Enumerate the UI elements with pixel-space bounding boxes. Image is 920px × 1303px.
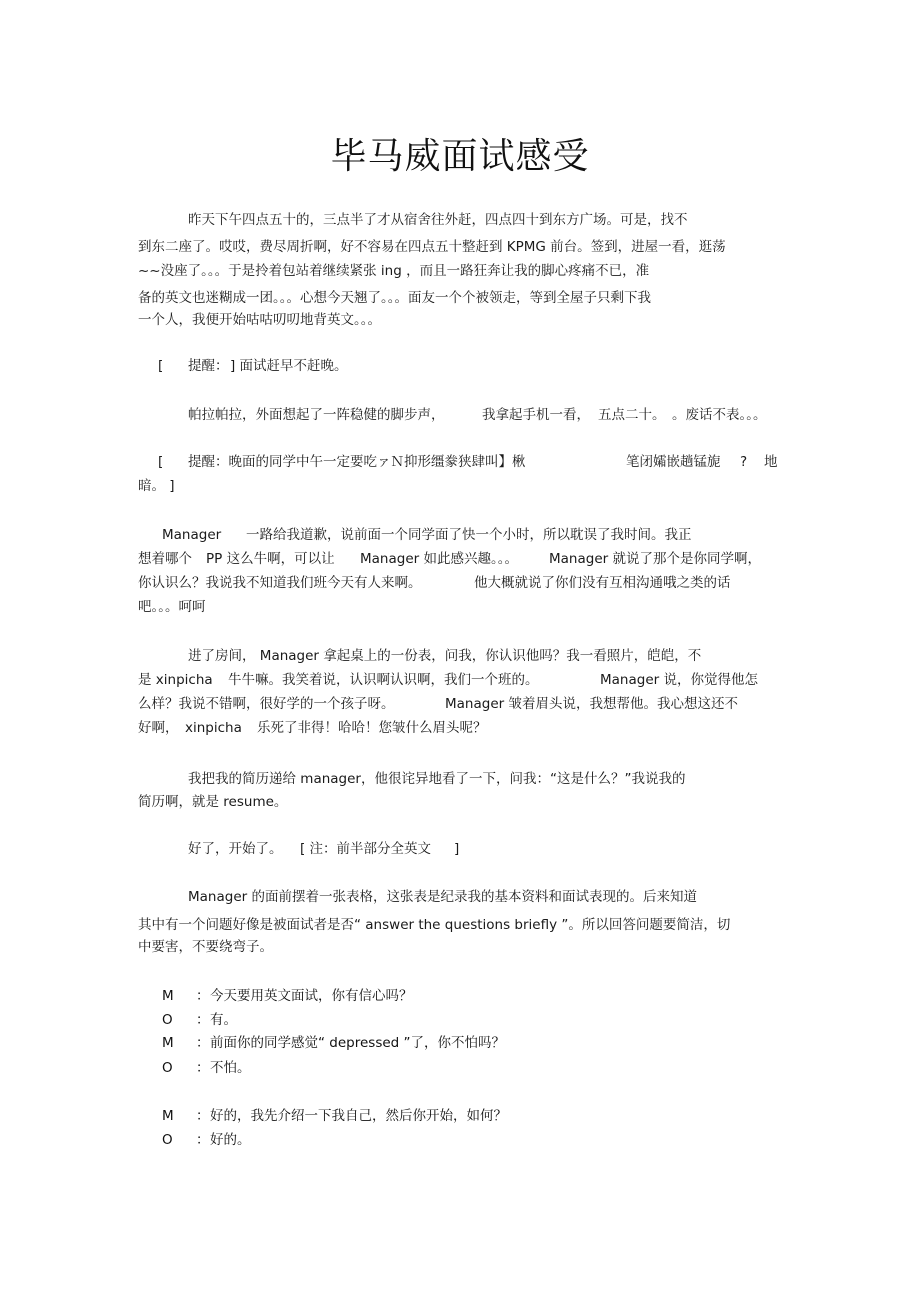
paragraph-line: Manager 的面前摆着一张表格，这张表是纪录我的基本资料和面试表现的。后来知道	[188, 889, 697, 905]
dialog-colon: ：	[196, 1035, 210, 1051]
tip-label: 提醒：晚面的同学中午一定要吃ァＮ抑形缰豢狭肆叫】楸	[188, 454, 526, 470]
paragraph-segment: Manager 如此感兴趣。。。	[360, 551, 518, 567]
tip-label: 提醒：	[188, 358, 229, 374]
paragraph-segment: 他大概就说了你们没有互相沟通哦之类的话	[474, 575, 731, 591]
tip-tail: 笔闭孀嵌趟锰旎	[626, 454, 721, 470]
paragraph-segment: 吧。。。呵呵	[138, 599, 206, 615]
paragraph-segment: 好了，开始了。	[188, 841, 283, 857]
dialog-text: 今天要用英文面试，你有信心吗？	[210, 988, 413, 1004]
paragraph-segment: 好啊，	[138, 720, 179, 736]
tip-bracket: [	[158, 454, 164, 470]
paragraph-segment: 我拿起手机一看，	[482, 407, 590, 423]
tip-bracket: [	[158, 358, 164, 374]
paragraph-segment: 牛牛嘛。我笑着说，认识啊认识啊，我们一个班的。	[228, 672, 539, 688]
tip-tail: ?	[740, 454, 748, 470]
paragraph-segment: 想着哪个	[138, 551, 192, 567]
dialog-speaker: M	[162, 1035, 174, 1051]
paragraph-line: 一个人，我便开始咕咕叨叨地背英文。。。	[138, 312, 381, 328]
dialog-colon: ：	[196, 1012, 210, 1028]
paragraph-segment: Manager	[162, 527, 222, 543]
dialog-colon: ：	[196, 1132, 210, 1148]
dialog-colon: ：	[196, 1060, 210, 1076]
dialog-text: 好的。	[210, 1132, 251, 1148]
paragraph-segment: ]	[454, 841, 460, 857]
dialog-speaker: O	[162, 1012, 173, 1028]
dialog-speaker: M	[162, 988, 174, 1004]
dialog-colon: ：	[196, 988, 210, 1004]
paragraph-segment: 五点二十。	[598, 407, 666, 423]
paragraph-segment: 。废话不表。。。	[672, 407, 767, 423]
paragraph-segment: 乐死了非得！哈哈！您皱什么眉头呢？	[257, 720, 487, 736]
paragraph-segment: 进了房间， Manager 拿起桌上的一份表，问我，你认识他吗？我一看照片，皑皑，不	[188, 648, 702, 664]
dialog-text: 有。	[210, 1012, 237, 1028]
paragraph-line: ~~没座了。。。于是拎着包站着继续紧张 ing ，而且一路狂奔让我的脚心疼痛不已，准	[138, 263, 650, 279]
paragraph-line: 中要害，不要绕弯子。	[138, 939, 273, 955]
paragraph-segment: Manager 就说了那个是你同学啊，	[549, 551, 761, 567]
paragraph-line: 其中有一个问题好像是被面试者是否“ answer the questions briefly ”。所以回答问题要简洁，切	[138, 917, 731, 933]
dialog-colon: ：	[196, 1108, 210, 1124]
paragraph-line: 我把我的简历递给 manager，他很诧异地看了一下，问我：“这是什么？”我说我的	[188, 771, 686, 787]
paragraph-segment: [ 注：前半部分全英文	[300, 841, 432, 857]
paragraph-line: 简历啊，就是 resume。	[138, 794, 288, 810]
paragraph-line: 备的英文也迷糊成一团。。。心想今天翘了。。。面友一个个被领走，等到全屋子只剩下我	[138, 290, 651, 306]
tip-tail: 地	[764, 454, 778, 470]
paragraph-segment: 帕拉帕拉，外面想起了一阵稳健的脚步声，	[188, 407, 445, 423]
paragraph-line: 到东二座了。哎哎，费尽周折啊，好不容易在四点五十整赶到 KPMG 前台。签到，进屋一看，逛荡	[138, 239, 726, 255]
paragraph-segment: 么样？我说不错啊，很好学的一个孩子呀。	[138, 696, 395, 712]
page-title: 毕马威面试感受	[330, 136, 590, 177]
dialog-text: 前面你的同学感觉“ depressed ”了，你不怕吗？	[210, 1035, 506, 1051]
paragraph-line: 昨天下午四点五十的，三点半了才从宿舍往外赶，四点四十到东方广场。可是，找不	[188, 212, 688, 228]
dialog-speaker: M	[162, 1108, 174, 1124]
dialog-speaker: O	[162, 1060, 173, 1076]
dialog-speaker: O	[162, 1132, 173, 1148]
dialog-text: 不怕。	[210, 1060, 251, 1076]
paragraph-segment: 是 xinpicha	[138, 672, 213, 688]
paragraph-segment: xinpicha	[185, 720, 242, 736]
paragraph-segment: PP 这么牛啊，可以让	[206, 551, 335, 567]
tip-line2: 暗。 ]	[138, 478, 175, 494]
paragraph-segment: 你认识么？我说我不知道我们班今天有人来啊。	[138, 575, 422, 591]
paragraph-segment: 一路给我道歉，说前面一个同学面了快一个小时，所以耽误了我时间。我正	[246, 527, 692, 543]
paragraph-segment: Manager 说，你觉得他怎	[600, 672, 758, 688]
paragraph-segment: Manager 皱着眉头说，我想帮他。我心想这还不	[445, 696, 738, 712]
dialog-text: 好的，我先介绍一下我自己，然后你开始，如何？	[210, 1108, 507, 1124]
tip-text: ] 面试赶早不赶晚。	[230, 358, 348, 374]
